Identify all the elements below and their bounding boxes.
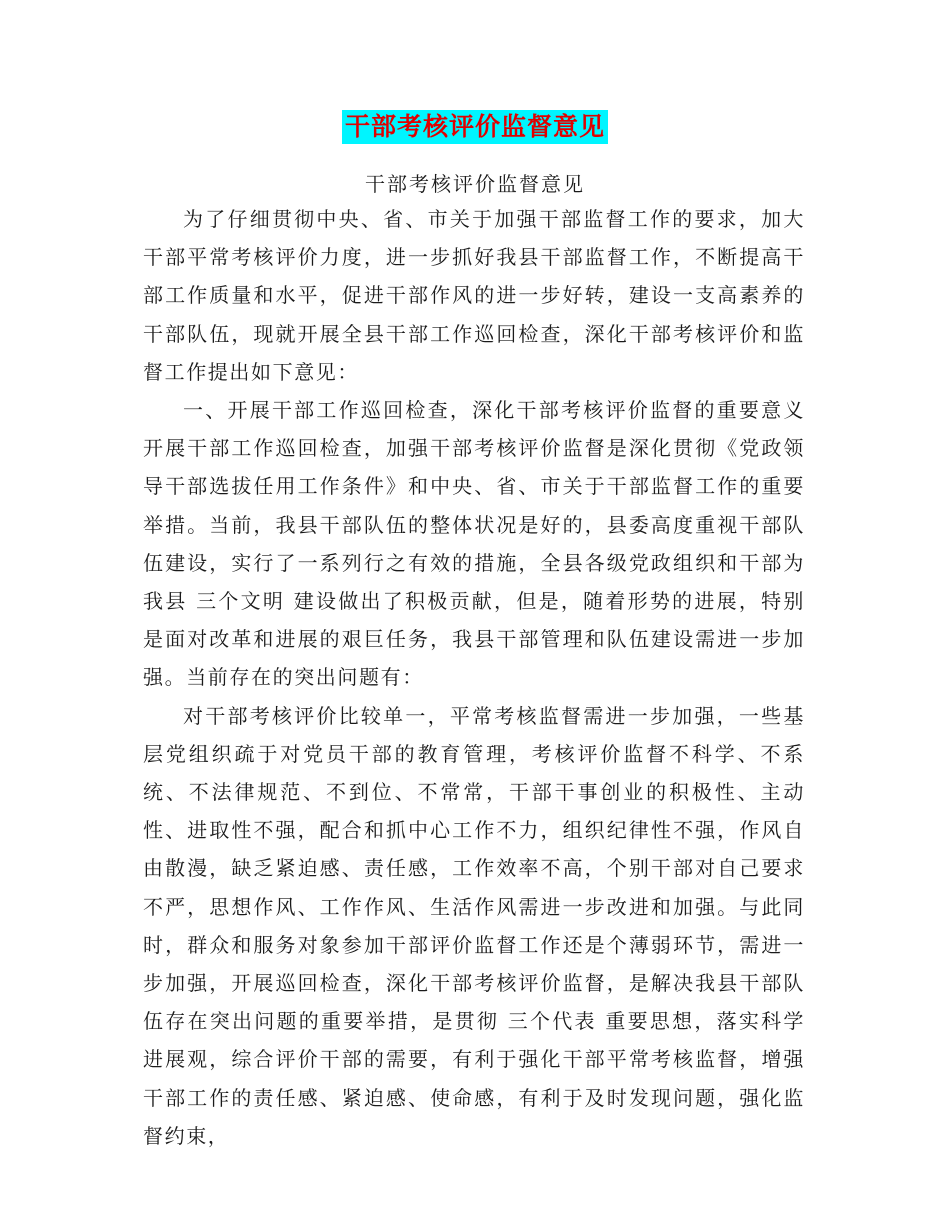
paragraph-section-one: 一、开展干部工作巡回检查，深化干部考核评价监督的重要意义开展干部工作巡回检查，加强干部考核评价监督是深化贯彻《党政领导干部选拔任用工作条件》和中央、省、市关于干部监督工作的重要举措。当前，我县干部队伍的整体状况是好的，县委高度重视干部队伍建设，实行了一系列行之有效的措施，全县各级党政组织和干部为我县 三个文明 建设做出了积极贡献，但是，随着形势的进展，特别是面对改革和进展的艰巨任务，我县干部管理和队伍建设需进一步加强。当前存在的突出问题有： [143,398,805,690]
paragraph-intro: 为了仔细贯彻中央、省、市关于加强干部监督工作的要求，加大干部平常考核评价力度，进一步抓好我县干部监督工作，不断提高干部工作质量和水平，促进干部作风的进一步好转，建设一支高素养的干部队伍，现就开展全县干部工作巡回检查，深化干部考核评价和监督工作提出如下意见： [143,207,805,384]
document-title: 干部考核评价监督意见 [342,110,608,144]
document-subtitle: 干部考核评价监督意见 [365,172,585,196]
document-body [143,200,805,1155]
paragraph-problems: 对干部考核评价比较单一，平常考核监督需进一步加强，一些基层党组织疏于对党员干部的教育管理，考核评价监督不科学、不系统、不法律规范、不到位、不常常，干部干事创业的积极性、主动性、进取性不强，配合和抓中心工作不力，组织纪律性不强，作风自由散漫，缺乏紧迫感、责任感，工作效率不高，个别干部对自己要求不严，思想作风、工作作风、生活作风需进一步改进和加强。与此同时，群众和服务对象参加干部评价监督工作还是个薄弱环节，需进一步加强，开展巡回检查，深化干部考核评价监督，是解决我县干部队伍存在突出问题的重要举措，是贯彻 三个代表 重要思想，落实科学进展观，综合评价干部的需要，有利于强化干部平常考核监督，增强干部工作的责任感、紧迫感、使命感，有利于及时发现问题，强化监督约束， [143,703,805,1148]
title-container [0,110,950,144]
